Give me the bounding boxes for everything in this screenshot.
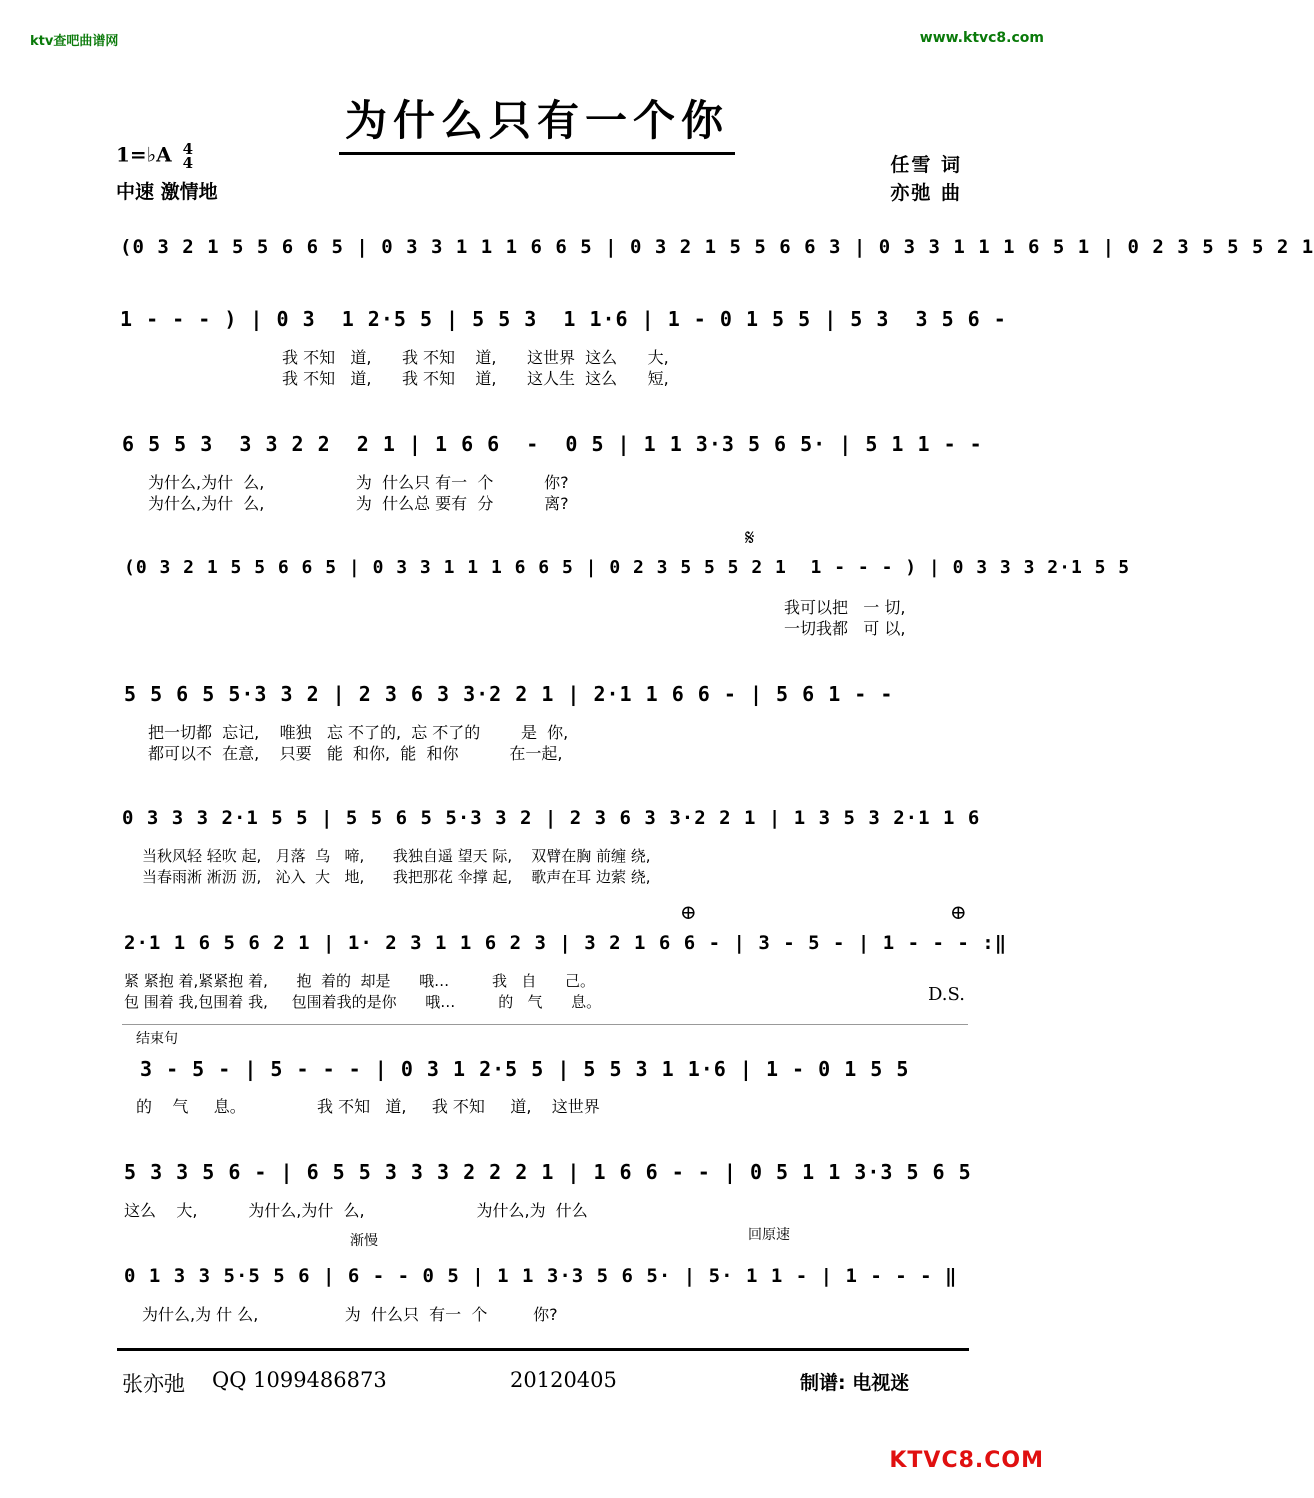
dal-segno: D.S. [928, 984, 965, 1005]
lyric-line-4a: 我可以把 一 切, [784, 598, 906, 617]
score-line-10: 0 1 3 3 5·5 5 6 | 6 - - 0 5 | 1 1 3·3 5 6 5· | 5· 1 1 - | 1 - - - ‖ [124, 1265, 958, 1287]
lyric-line-3b: 为什么,为什 么, 为 什么总 要有 分 离? [148, 494, 569, 513]
score-line-7: 2·1 1 6 5 6 2 1 | 1· 2 3 1 1 6 2 3 | 3 2 1 6 6 - | 3 - 5 - | 1 - - - :‖ [124, 932, 1008, 954]
coda-sign-2: ⊕ [950, 900, 967, 924]
score-line-6: 0 3 3 3 2·1 5 5 | 5 5 6 5 5·3 3 2 | 2 3 6 3 3·2 2 1 | 1 3 5 3 2·1 1 6 [122, 807, 981, 829]
score-line-1: (0 3 2 1 5 5 6 6 5 | 0 3 3 1 1 1 6 6 5 | 0 3 2 1 5 5 6 6 3 | 0 3 3 1 1 1 6 5 1 | 0 2 3 5 5 5 2 1 [120, 236, 1314, 258]
composer: 亦弛 曲 [890, 182, 962, 204]
score-line-9: 5 3 3 5 6 - | 6 5 5 3 3 3 2 2 2 1 | 1 6 6 - - | 0 5 1 1 3·3 5 6 5 [124, 1160, 972, 1184]
ending-divider [122, 1024, 968, 1026]
lyric-line-7b: 包 围着 我,包围着 我, 包围着我的是你 哦… 的 气 息。 [124, 993, 602, 1011]
lyric-line-3a: 为什么,为什 么, 为 什么只 有一 个 你? [148, 473, 569, 492]
score-maker: 制谱: 电视迷 [800, 1372, 910, 1394]
score-line-8: 3 - 5 - | 5 - - - | 0 3 1 2·5 5 | 5 5 3 1 1·6 | 1 - 0 1 5 5 [140, 1057, 910, 1081]
score-line-4: (0 3 2 1 5 5 6 6 5 | 0 3 3 1 1 1 6 6 5 | 0 2 3 5 5 5 2 1 1 - - - ) | 0 3 3 3 2·1 5 5 [124, 557, 1131, 578]
lyric-line-9: 这么 大, 为什么,为什 么, 为什么,为 什么 [124, 1201, 588, 1220]
site-name-left: ktv查吧曲谱网 [30, 34, 119, 49]
key-signature [116, 142, 193, 170]
score-line-3: 6 5 5 3 3 3 2 2 2 1 | 1 6 6 - 0 5 | 1 1 3·3 5 6 5· | 5 1 1 - - [122, 432, 983, 456]
score-line-2: 1 - - - ) | 0 3 1 2·5 5 | 5 5 3 1 1·6 | 1 - 0 1 5 5 | 5 3 3 5 6 - [120, 307, 1007, 331]
site-logo: KTVC8.COM [889, 1448, 1044, 1473]
lyric-line-2a: 我 不知 道, 我 不知 道, 这世界 这么 大, [282, 348, 669, 367]
lyric-line-8: 的 气 息。 我 不知 道, 我 不知 道, 这世界 [136, 1097, 600, 1116]
score-line-5: 5 5 6 5 5·3 3 2 | 2 3 6 3 3·2 2 1 | 2·1 1 6 6 - | 5 6 1 - - [124, 682, 894, 706]
lyric-line-5b: 都可以不 在意, 只要 能 和你, 能 和你 在一起, [148, 744, 563, 763]
song-title: 为什么只有一个你 [339, 88, 735, 155]
time-signature [183, 142, 193, 170]
lyricist: 任雪 词 [890, 154, 962, 176]
lyric-line-6b: 当春雨淅 淅沥 沥, 沁入 大 地, 我把那花 伞撑 起, 歌声在耳 边萦 绕, [142, 868, 651, 886]
time-top: 4 [182, 140, 194, 158]
lyric-line-6a: 当秋风轻 轻吹 起, 月落 乌 啼, 我独自遥 望天 际, 双臂在胸 前缠 绕, [142, 847, 651, 865]
footer-rule [117, 1348, 969, 1351]
ritardando-mark: 渐慢 [350, 1233, 378, 1249]
coda-sign-1: ⊕ [680, 900, 697, 924]
key-label: 1=♭A [116, 142, 172, 167]
lyric-line-7a: 紧 紧抱 着,紧紧抱 着, 抱 着的 却是 哦… 我 自 己。 [124, 972, 595, 990]
author-name: 张亦弛 [122, 1372, 185, 1396]
tempo-marking: 中速 激情地 [116, 181, 218, 203]
lyric-line-4b: 一切我都 可 以, [784, 619, 906, 638]
lyric-line-5a: 把一切都 忘记, 唯独 忘 不了的, 忘 不了的 是 你, [148, 723, 569, 742]
ending-label: 结束句 [136, 1031, 178, 1047]
a-tempo-mark: 回原速 [748, 1227, 790, 1243]
time-bottom: 4 [182, 154, 194, 172]
segno-sign: 𝄋 [745, 526, 755, 551]
author-qq: QQ 1099486873 [212, 1368, 387, 1392]
site-url-right: www.ktvc8.com [919, 30, 1044, 46]
lyric-line-2b: 我 不知 道, 我 不知 道, 这人生 这么 短, [282, 369, 669, 388]
lyric-line-10: 为什么,为 什 么, 为 什么只 有一 个 你? [142, 1305, 558, 1324]
score-date: 20120405 [510, 1368, 617, 1392]
